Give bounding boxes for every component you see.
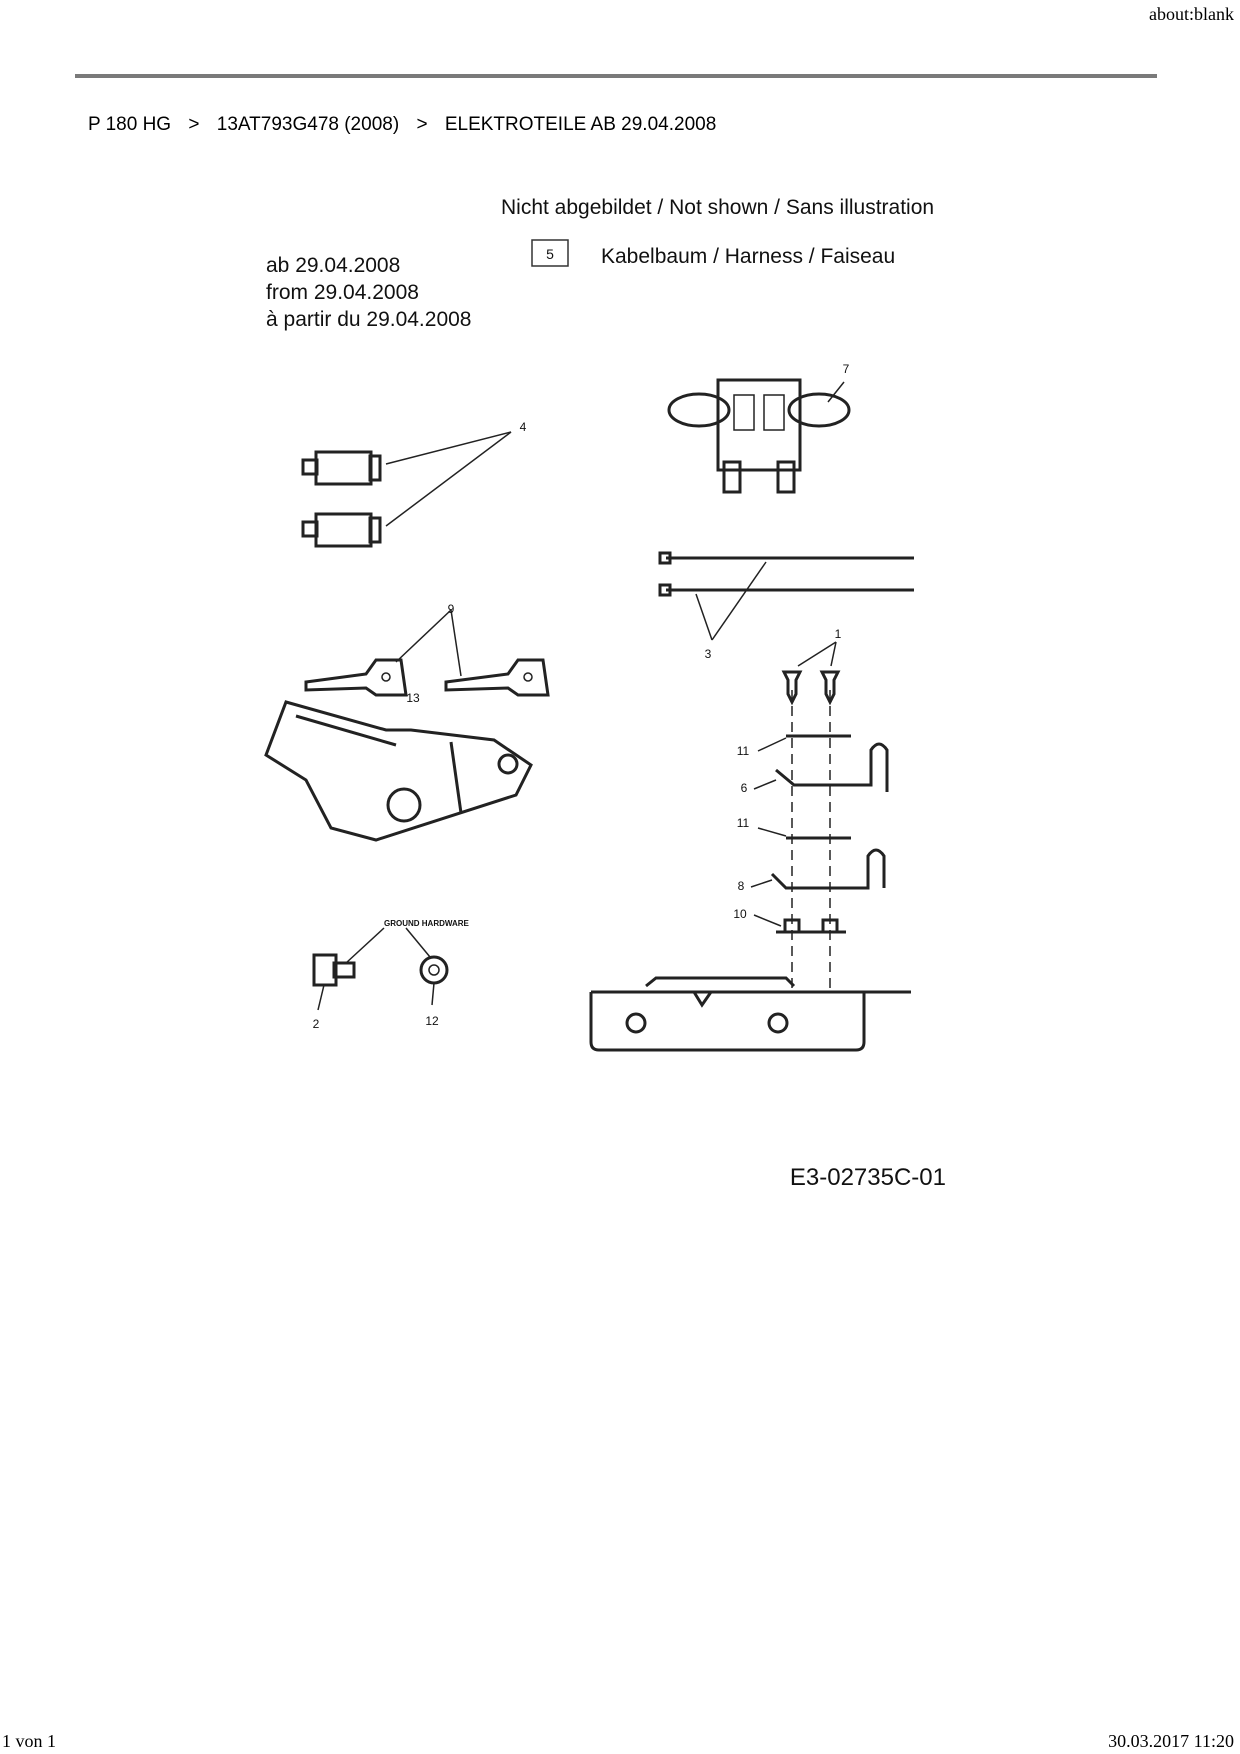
wire-part-11-upper (758, 736, 851, 751)
callout-8: 8 (737, 879, 745, 893)
wire-part-11-lower (758, 828, 851, 838)
breadcrumb (88, 114, 716, 136)
breadcrumb-item-section: ELEKTROTEILE AB 29.04.2008 (444, 114, 717, 135)
print-footer-datetime: 30.03.2017 11:20 (1108, 1731, 1234, 1751)
callout-2: 2 (312, 1017, 320, 1031)
callout-9: 9 (447, 602, 455, 616)
ground-hardware-label: GROUND HARDWARE (384, 919, 469, 928)
callout-10: 10 (733, 907, 747, 921)
validity-line-fr: à partir du 29.04.2008 (266, 308, 472, 331)
drawing-code: E3-02735C-01 (789, 1164, 946, 1191)
breadcrumb-separator: > (416, 114, 428, 135)
breadcrumb-item-article[interactable]: 13AT793G478 (2008) (216, 114, 400, 135)
breadcrumb-separator: > (188, 114, 200, 135)
top-rule (75, 74, 1157, 78)
callout-11-upper: 11 (736, 744, 750, 758)
switch-part-4 (303, 432, 511, 546)
base-plate (591, 978, 911, 1050)
print-footer-page: 1 von 1 (2, 1731, 56, 1751)
callout-13: 13 (406, 691, 420, 705)
callout-11-lower: 11 (736, 816, 750, 830)
callout-1: 1 (834, 627, 842, 641)
callout-12: 12 (425, 1014, 439, 1028)
bracket-part-13 (266, 702, 531, 840)
callout-6: 6 (740, 781, 748, 795)
washer-part-12 (406, 928, 447, 1005)
validity-line-de: ab 29.04.2008 (266, 254, 401, 277)
not-shown-item-label: Kabelbaum / Harness / Faiseau (601, 245, 896, 268)
breadcrumb-item-model[interactable]: P 180 HG (88, 114, 172, 135)
not-shown-heading: Nicht abgebildet / Not shown / Sans illustration (501, 196, 935, 219)
keys-part-9 (306, 610, 548, 695)
parts-diagram-svg (246, 180, 986, 1200)
bolt-part-2 (314, 928, 384, 1010)
nuts-part-10 (754, 915, 846, 932)
not-shown-item-number: 5 (546, 246, 554, 262)
solenoid-part-7 (669, 380, 849, 492)
cable-ties-part-3 (660, 553, 914, 640)
callout-4: 4 (519, 420, 527, 434)
parts-diagram (246, 180, 986, 1200)
bracket-part-6 (754, 744, 887, 792)
callout-7: 7 (842, 362, 850, 376)
print-header-url: about:blank (1149, 4, 1234, 24)
validity-line-en: from 29.04.2008 (266, 281, 419, 304)
callout-3: 3 (704, 647, 712, 661)
bracket-part-8 (751, 850, 884, 888)
